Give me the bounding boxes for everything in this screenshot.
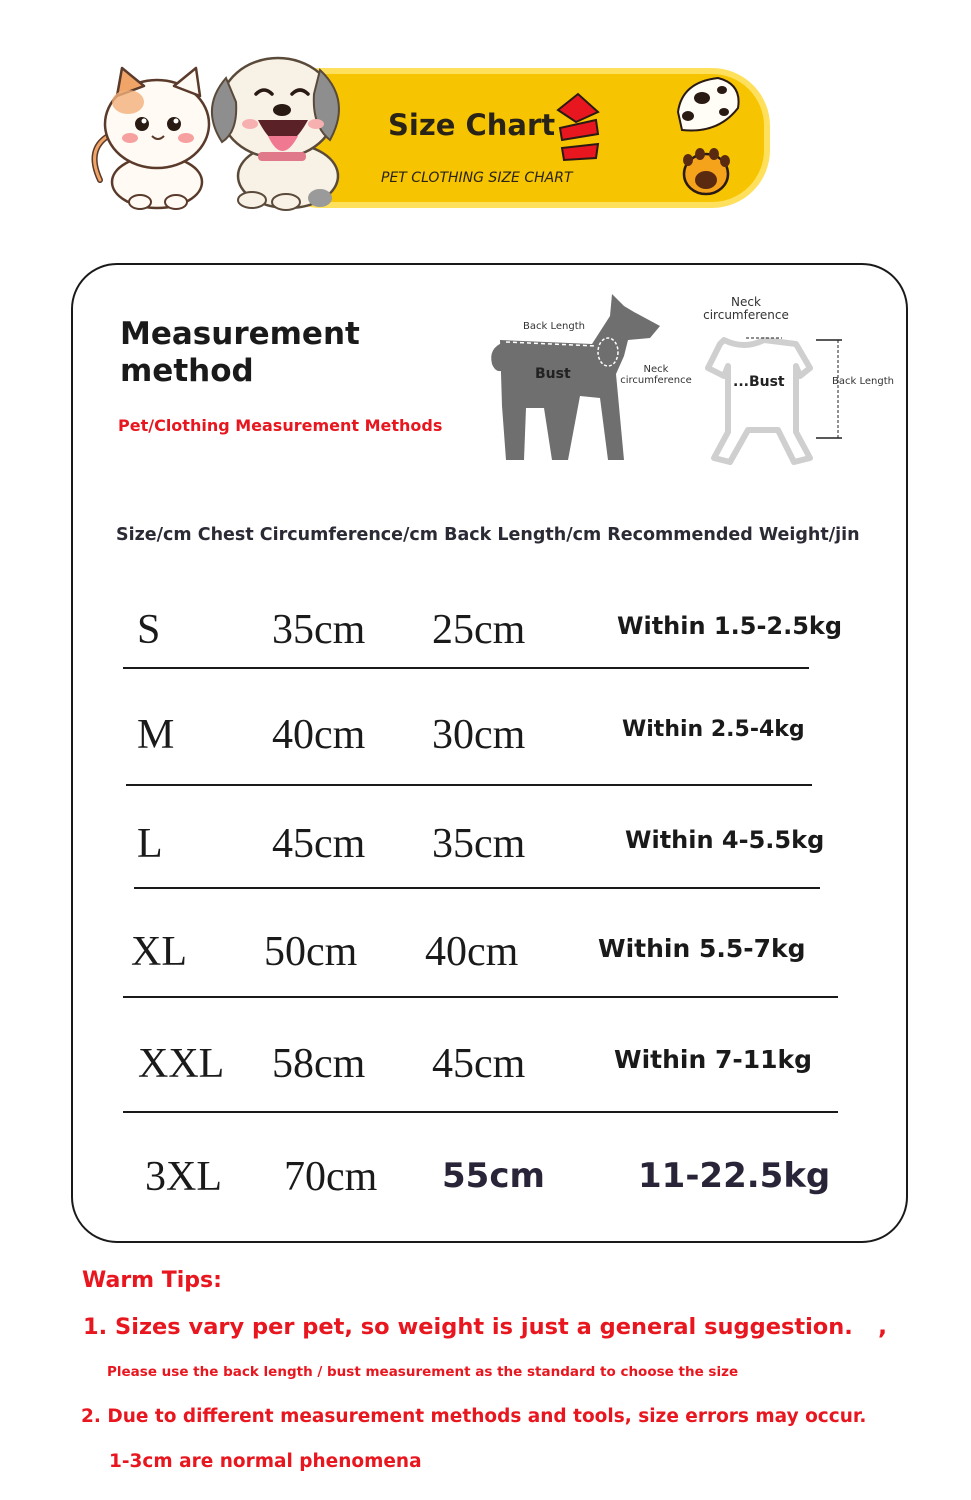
measurement-method-subtitle: Pet/Clothing Measurement Methods <box>118 416 443 435</box>
banner-title: Size Chart <box>388 108 556 142</box>
row-l-size: L <box>137 821 163 867</box>
clothing-measurement-diagram <box>684 322 844 466</box>
row-m-size: M <box>137 712 175 758</box>
row-xxl-weight: Within 7-11kg <box>614 1045 813 1074</box>
measurement-method-title: Measurement method <box>120 316 360 389</box>
row-s-back-length: 25cm <box>432 607 526 653</box>
row-3xl-back-length: 55cm <box>442 1156 545 1196</box>
row-divider <box>123 996 838 998</box>
row-xl-size: XL <box>131 929 187 975</box>
banner-subtitle: PET CLOTHING SIZE CHART <box>381 170 573 186</box>
clothing-bust-label: ...Bust <box>733 374 785 390</box>
row-divider <box>123 667 809 669</box>
dog-illustration-icon <box>200 48 356 214</box>
row-s-weight: Within 1.5-2.5kg <box>617 612 843 640</box>
size-chart-banner <box>0 0 971 230</box>
row-m-back-length: 30cm <box>432 712 526 758</box>
row-divider <box>126 784 812 786</box>
table-column-headers: Size/cm Chest Circumference/cm Back Length/cm Recommended Weight/jin <box>116 525 860 545</box>
exclamation-marks-icon <box>554 92 602 164</box>
row-divider <box>134 887 820 889</box>
row-3xl-weight: 11-22.5kg <box>638 1156 831 1196</box>
paw-prints-icon <box>664 76 750 200</box>
row-divider <box>123 1111 838 1113</box>
warm-tips-title: Warm Tips: <box>82 1268 222 1293</box>
row-l-chest: 45cm <box>272 821 366 867</box>
row-xl-back-length: 40cm <box>425 929 519 975</box>
row-3xl-size: 3XL <box>145 1154 222 1200</box>
tip-2: 2. Due to different measurement methods and tools, size errors may occur. <box>81 1406 867 1427</box>
row-s-size: S <box>137 607 161 653</box>
row-xxl-chest: 58cm <box>272 1041 366 1087</box>
row-xxl-size: XXL <box>138 1041 225 1087</box>
row-xxl-back-length: 45cm <box>432 1041 526 1087</box>
clothing-back-length-label: Back Length <box>832 376 894 387</box>
row-3xl-chest: 70cm <box>284 1154 378 1200</box>
row-xl-weight: Within 5.5-7kg <box>598 934 806 963</box>
row-l-weight: Within 4-5.5kg <box>625 826 825 854</box>
row-m-weight: Within 2.5-4kg <box>622 717 805 742</box>
dog-neck-label: Neck circumference <box>620 364 692 386</box>
dog-back-length-label: Back Length <box>523 321 585 332</box>
clothing-neck-label: Neck circumference <box>703 295 789 322</box>
dog-bust-label: Bust <box>535 366 571 382</box>
row-xl-chest: 50cm <box>264 929 358 975</box>
tip-2-note: 1-3cm are normal phenomena <box>109 1451 422 1472</box>
row-l-back-length: 35cm <box>432 821 526 867</box>
row-m-chest: 40cm <box>272 712 366 758</box>
tip-1: 1. Sizes vary per pet, so weight is just a general suggestion. <box>83 1314 853 1340</box>
tip-1-note: Please use the back length / bust measurement as the standard to choose the size <box>107 1364 739 1380</box>
stray-comma-mark: , <box>878 1312 888 1340</box>
row-s-chest: 35cm <box>272 607 366 653</box>
